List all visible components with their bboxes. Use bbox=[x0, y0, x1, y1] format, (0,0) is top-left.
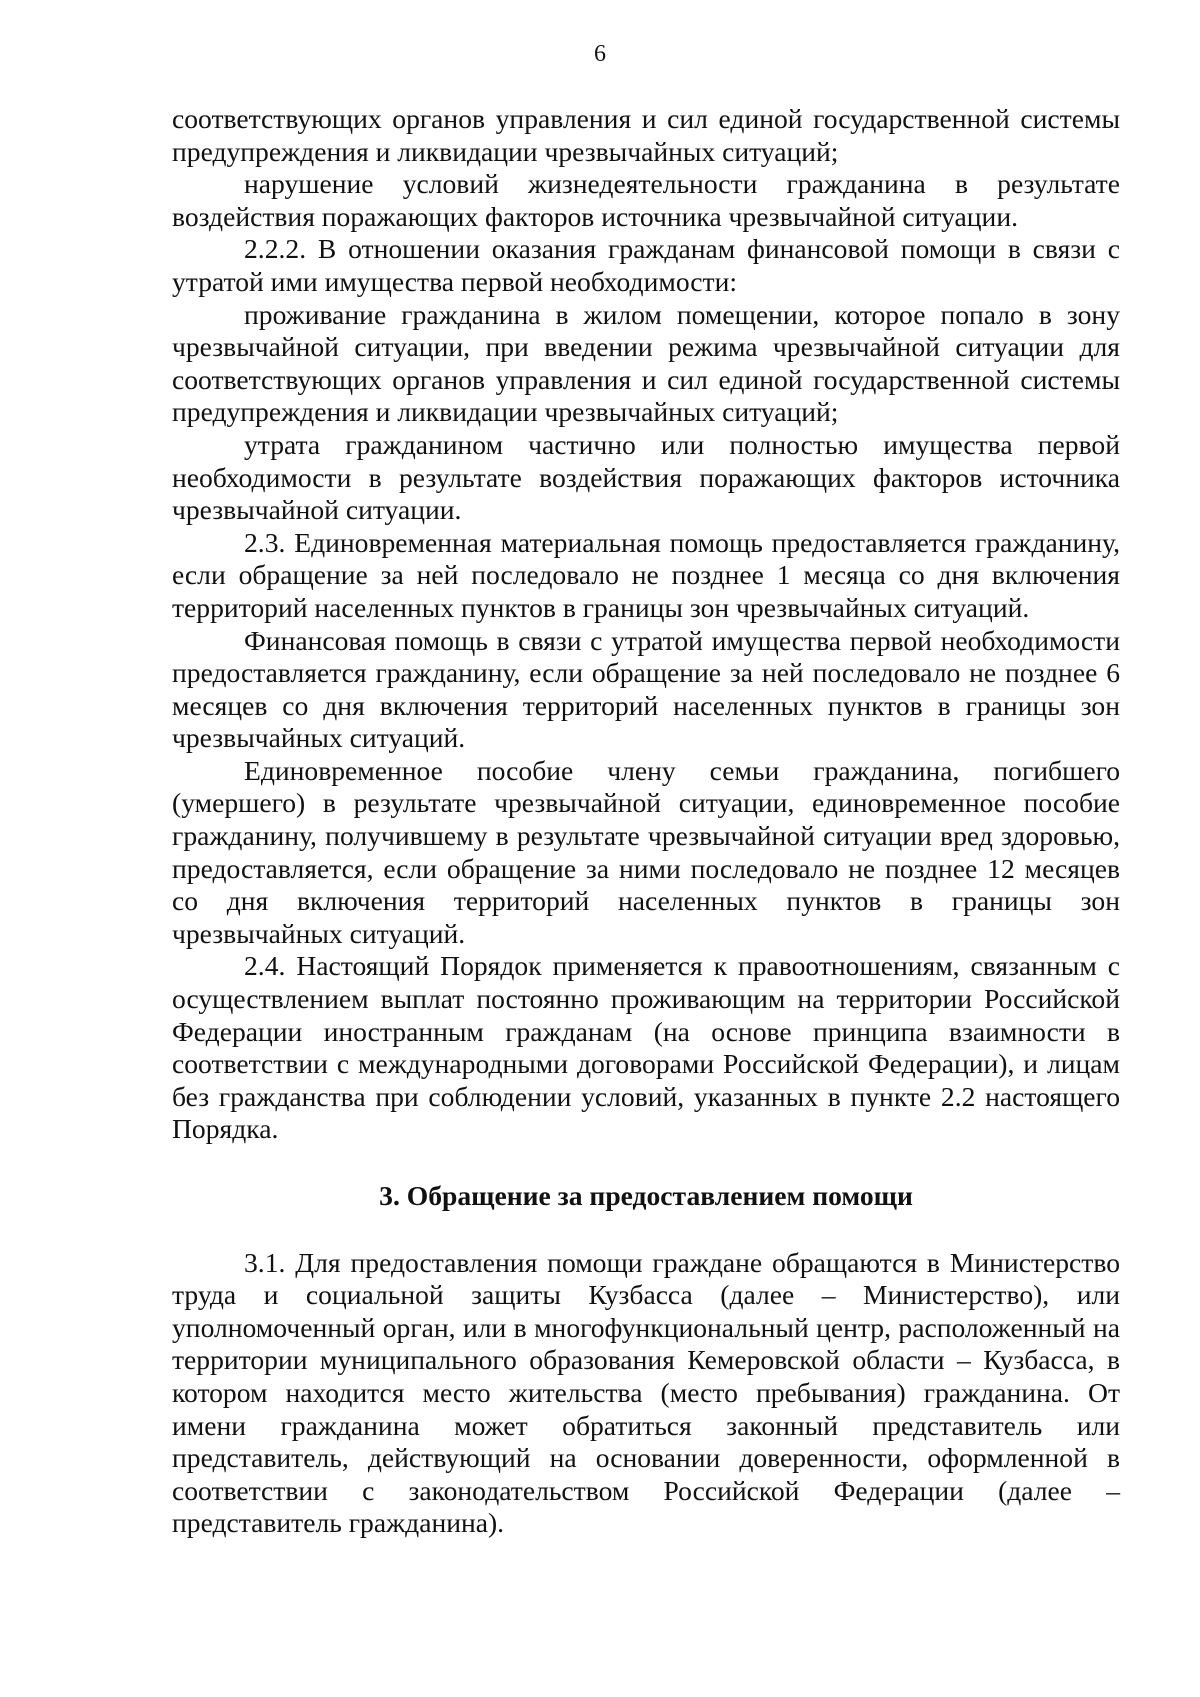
paragraph: 2.4. Настоящий Порядок применяется к правоотношениям, связанным с осуществлением выплат постоянно проживающим на территории Российской Федерации иностранным гражданам (на основе принципа взаимности в соответствии с международными договорами Российской Федерации), и лицам без гражданства при соблюдении условий, указанных в пункте 2.2 настоящего Порядка. bbox=[172, 950, 1120, 1145]
document-body bbox=[172, 103, 1120, 1540]
paragraph: 2.3. Единовременная материальная помощь предоставляется гражданину, если обращение за ней последовало не позднее 1 месяца со дня включения территорий населенных пунктов в границы зон чрезвычайных ситуаций. bbox=[172, 526, 1120, 623]
paragraphs-after-heading bbox=[172, 1247, 1120, 1540]
page-number: 6 bbox=[594, 41, 606, 67]
section-heading: 3. Обращение за предоставлением помощи bbox=[379, 1180, 913, 1211]
paragraph: 3.1. Для предоставления помощи граждане обращаются в Министерство труда и социальной защиты Кузбасса (далее – Министерство), или уполномоченный орган, или в многофункциональный центр, расположенный на территории муниципального образования Кемеровской области – Кузбасса, в котором находится место жительства (место пребывания) гражданина. От имени гражданина может обратиться законный представитель или представитель, действующий на основании доверенности, оформленной в соответствии с законодательством Российской Федерации (далее – представитель гражданина). bbox=[172, 1246, 1120, 1539]
paragraphs-before-heading bbox=[172, 103, 1120, 1146]
paragraph: Финансовая помощь в связи с утратой имущества первой необходимости предоставляется гражданину, если обращение за ней последовало не позднее 6 месяцев со дня включения территорий населенных пунктов в границы зон чрезвычайных ситуаций. bbox=[172, 624, 1120, 754]
paragraph: проживание гражданина в жилом помещении, которое попало в зону чрезвычайной ситуации, при введении режима чрезвычайной ситуации для соответствующих органов управления и сил единой государственной системы предупреждения и ликвидации чрезвычайных ситуаций; bbox=[172, 298, 1120, 428]
paragraph: Единовременное пособие члену семьи гражданина, погибшего (умершего) в результате чрезвычайной ситуации, единовременное пособие гражданину, получившему в результате чрезвычайной ситуации вред здоровью, предоставляется, если обращение за ними последовало не позднее 12 месяцев со дня включения территорий населенных пунктов в границы зон чрезвычайных ситуаций. bbox=[172, 754, 1120, 949]
paragraph: 2.2.2. В отношении оказания гражданам финансовой помощи в связи с утратой ими имущества первой необходимости: bbox=[172, 233, 1120, 297]
paragraph: нарушение условий жизнедеятельности гражданина в результате воздействия поражающих факторов источника чрезвычайной ситуации. bbox=[172, 168, 1120, 232]
paragraph: соответствующих органов управления и сил единой государственной системы предупреждения и ликвидации чрезвычайных ситуаций; bbox=[172, 103, 1120, 167]
paragraph: утрата гражданином частично или полностью имущества первой необходимости в результате воздействия поражающих факторов источника чрезвычайной ситуации. bbox=[172, 428, 1120, 526]
